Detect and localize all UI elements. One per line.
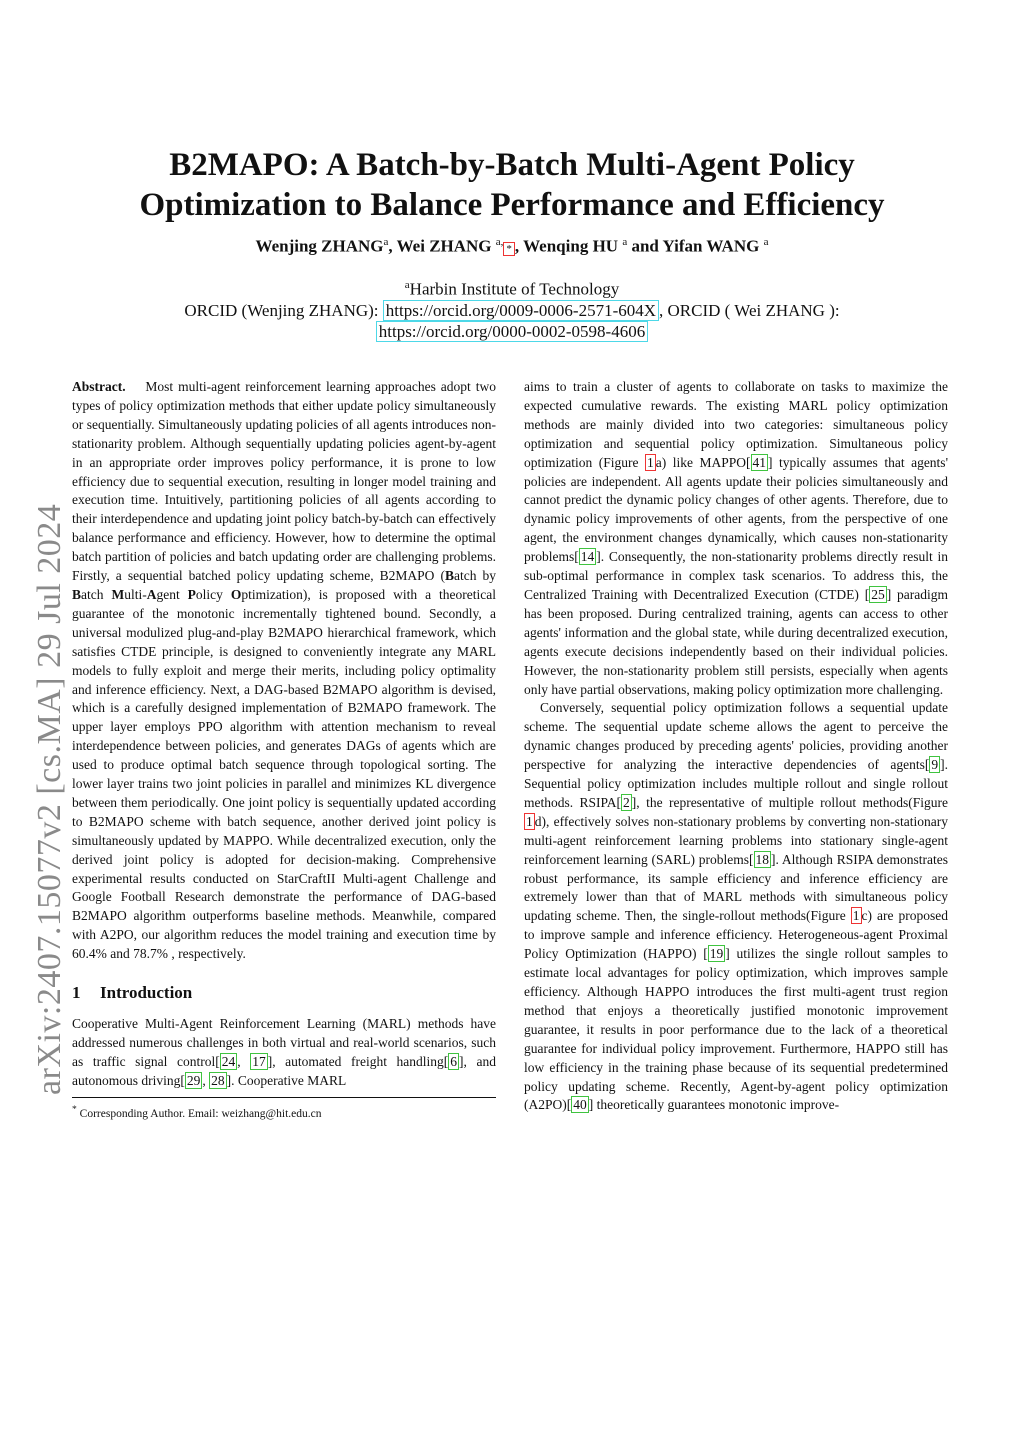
citation-link[interactable]: 24	[221, 1053, 236, 1069]
paper-title	[60, 145, 964, 225]
citation-link[interactable]: 29	[186, 1072, 201, 1088]
figure-link[interactable]: 1	[852, 908, 860, 924]
citation-link[interactable]: 2	[623, 794, 630, 810]
author-3: Wenqing HU	[523, 236, 623, 256]
author-4: Yifan WANG	[662, 236, 764, 256]
citation-link[interactable]: 18	[755, 851, 770, 867]
footnote: * Corresponding Author. Email: weizhang@hit.edu.cn	[72, 1103, 322, 1120]
citation-link[interactable]: 25	[871, 586, 885, 602]
author-1: Wenjing ZHANG	[255, 236, 384, 256]
citation-link[interactable]: 6	[450, 1053, 458, 1069]
citation-link[interactable]: 14	[580, 549, 595, 565]
arxiv-identifier: arXiv:2407.15077v2 [cs.MA] 29 Jul 2024	[31, 503, 68, 1095]
footnote-rule	[72, 1097, 496, 1098]
citation-link[interactable]: 17	[252, 1053, 266, 1069]
author-2: Wei ZHANG	[396, 236, 496, 256]
citation-link[interactable]: 9	[931, 757, 939, 773]
citation-link[interactable]: 40	[573, 1097, 587, 1113]
body-paragraph-1: aims to train a cluster of agents to collaborate on tasks to maximize the expected cumulative rewards. The existing MARL policy optimization methods are mainly divided into two categories: simultaneous policy optimization and sequential policy optimization. Simultaneous policy optimization (Figure 1 a) like MAPPO[ 41 ] typically assumes that agents' policies are independent. All agents update their policies simultaneously and cannot predict the dynamic policy changes of other agents. Therefore, due to dynamic policy improvements of other agents, from the perspective of one agent, the environment changes dynamically, which causes non-stationarity problems[ 14 ]. Consequently, the non-stationarity problems directly result in sub-optimal performance in complex task scenarios. To address this, the Centralized Training with Decentralized Execution (CTDE) [ 25 ] paradigm has been proposed. During centralized training, agents can access to other agents' information and the global state, while during decentralized execution, agents execute decisions independently based on their individual policies. However, the non-stationarity problem still persists, especially when agents only have partial observations, making policy optimization more challenging.	[524, 379, 949, 697]
orcid-link-2[interactable]: https://orcid.org/0000-0002-0598-4606	[376, 321, 648, 342]
figure-link[interactable]: 1	[526, 813, 533, 829]
institution: Harbin Institute of Technology	[409, 279, 620, 299]
body-paragraph-2: Conversely, sequential policy optimization follows a sequential update scheme. The sequential update scheme allows the agent to perceive the dynamic changes produced by preceding agents' policies, providing another perspective for analyzing the interactive dependencies of agents[ 9 ]. Sequential policy optimization includes multiple rollout and single rollout methods. RSIPA[ 2 ], the representative of multiple rollout methods(Figure 1 d), effectively solves non-stationary problems by converting non-stationary multi-agent reinforcement learning problems into stationary single-agent reinforcement learning (SARL) problems[ 18 ]. Although RSIPA demonstrates robust performance, its sample efficiency and inference efficiency are extremely lower than that of MARL methods with simultaneous policy updating scheme. Then, the single-rollout methods(Figure 1 c) are proposed to improve sample and inference efficiency. Heterogeneous-agent Proximal Policy Optimization (HAPPO) [ 19 ] utilizes the single rollout samples to estimate local advantages for policy optimization, which improves sample efficiency. Although HAPPO introduces the first multi-agent trust region method that enjoys a theoretically justified monotonic improvement guarantee, it results in poor performance due to the lack of a theoretical guarantee for individual policy improvement. Furthermore, HAPPO still has low efficiency in the training phase because of its sequential predetermined policy updating scheme. Recently, Agent-by-agent policy optimization (A2PO)[ 40 ] theoretically guarantees monotonic improve-	[524, 700, 948, 1113]
title-line-1: B2MAPO: A Batch-by-Batch Multi-Agent Policy	[169, 147, 855, 183]
left-column	[72, 378, 496, 1121]
citation-link[interactable]: 28	[211, 1072, 225, 1088]
citation-link[interactable]: 19	[709, 946, 724, 962]
right-column	[524, 378, 948, 1115]
corresponding-author-link[interactable]: *	[503, 242, 515, 256]
abstract: Abstract. Most multi-agent reinforcement learning approaches adopt two types of policy optimization methods that either update policy simultaneously or sequentially. Simultaneously updating policies of all agents introduces non-stationarity problem. Although sequentially updating policies agent-by-agent in an appropriate order improves policy performance, it is prone to low efficiency due to sequential execution, resulting in longer model training and execution time. Intuitively, partitioning policies of all agents according to their interdependence and updating joint policy batch-by-batch can effectively balance performance and efficiency. However, how to determine the optimal batch partition of policies and batch updating order are challenging problems. Firstly, a sequential batched policy updating scheme, B2MAPO (Batch by Batch Multi-Agent Policy Optimization), is proposed with a theoretical guarantee of the monotonic incrementally tightened bound. Secondly, a universal modulized plug-and-play B2MAPO hierarchical framework, which satisfies CTDE principle, is designed to conveniently integrate any MARL models to fully exploit and merge their merits, including policy optimality and inference efficiency. Next, a DAG-based B2MAPO algorithm is devised, which is a carefully designed implementation of B2MAPO framework. The upper layer employs PPO algorithm with attention mechanism to reveal interdependence between policies, and generates DAGs of agents which are used to produce optimal batch sequence through topological sorting. The lower layer trains two joint policies in parallel and minimizes KL divergence between them periodically. One joint policy is sequentially updated according to B2MAPO scheme with batch sequence, another derived joint policy is simultaneously updated by MAPPO. While decentralized execution, only the derived joint policy is adopted for decision-making. Comprehensive experimental results conducted on StarCraftII Multi-agent Challenge and Google Football Research demonstrate the performance of DAG-based B2MAPO algorithm outperforms baseline methods. Meanwhile, compared with A2PO, our algorithm reduces the model training and execution time by 60.4% and 78.7% , respectively.	[72, 379, 497, 962]
intro-paragraph: Cooperative Multi-Agent Reinforcement Learning (MARL) methods have addressed numerous challenges in both virtual and real-world scenarios, such as traffic signal control[ 24 , 17 ], automated freight handling[ 6 ], and autonomous driving[ 29 , 28 ]. Cooperative MARL	[72, 1016, 496, 1088]
section-heading-introduction: 1 Introduction	[72, 983, 193, 1003]
author-list: Wenjing ZHANG$^a$, Wei ZHANG $^{a,}$* , Wenqing HU $^a$ and Yifan WANG $^a$	[255, 236, 769, 256]
orcid-link-1[interactable]: https://orcid.org/0009-0006-2571-604X	[383, 300, 659, 321]
citation-link[interactable]: 41	[752, 454, 767, 470]
title-line-2: Optimization to Balance Performance and Efficiency	[139, 187, 885, 223]
abstract-label: Abstract.	[72, 379, 126, 394]
affiliation-block: $^a$Harbin Institute of Technology ORCID (Wenjing ZHANG): https://orcid.org/0009-0006-2571-604X , ORCID ( Wei ZHANG ): https://orcid.org/0000-0002-0598-4606	[184, 279, 840, 341]
figure-link[interactable]: 1	[647, 454, 654, 470]
